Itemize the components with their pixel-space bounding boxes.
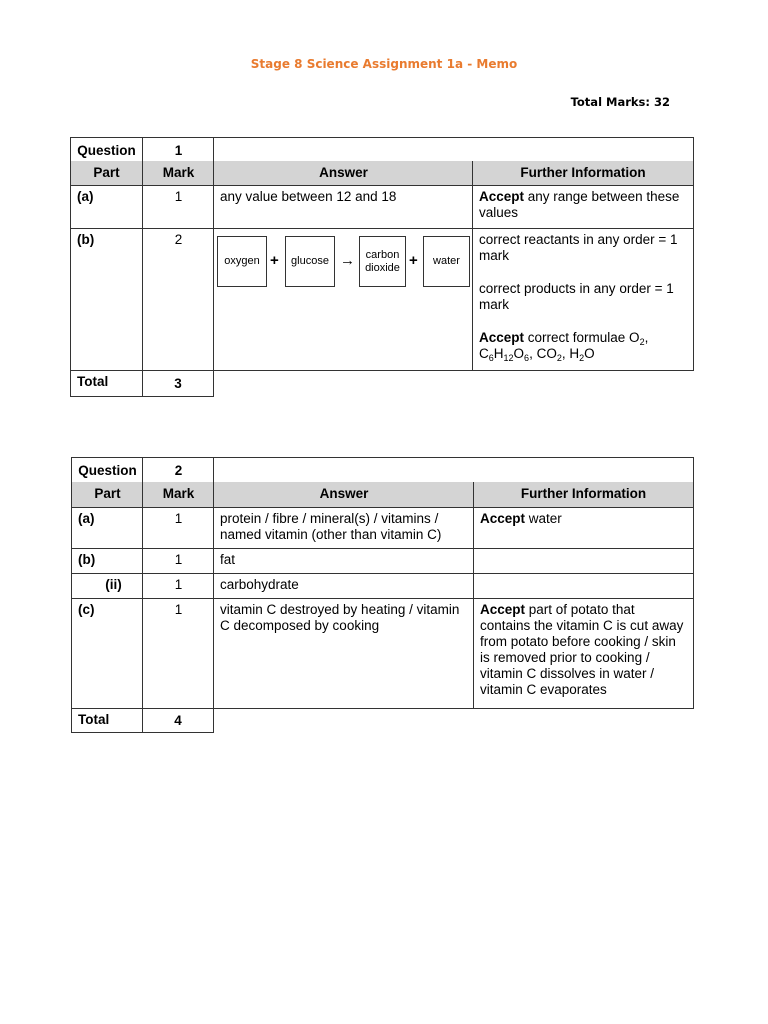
question-number: 1 (142, 137, 214, 162)
question-label: Question (70, 137, 142, 162)
mark-header: Mark (142, 482, 214, 508)
part-a-further-text: water (525, 511, 562, 526)
reactant-oxygen-box (217, 236, 267, 287)
part-a-further-text: any range between these values (479, 189, 680, 220)
answer-header: Answer (213, 482, 474, 508)
accept-label: Accept (479, 330, 525, 345)
mark-header: Mark (142, 161, 214, 186)
plus-sign: + (409, 252, 418, 269)
formula-subscript: 2 (579, 353, 585, 363)
part-c-label: (c) (71, 598, 143, 709)
part-c-further-text: part of potato that contains the vitamin C is cut away from potato before cooking / skin is removed prior to cooking / vitamin C dissolves in water / vitamin C evaporates (480, 602, 684, 697)
product-water: water (433, 255, 460, 267)
word-equation (213, 228, 473, 371)
formula-subscript: 6 (524, 353, 530, 363)
formula-subscript: 2 (556, 353, 562, 363)
part-c-further-info (473, 598, 694, 709)
reactant-oxygen: oxygen (224, 255, 260, 267)
part-a-further-info (472, 185, 694, 229)
total-label: Total (70, 370, 142, 397)
formula-text: O (584, 346, 595, 361)
part-b-further-info (473, 548, 694, 574)
part-a-further-info (473, 507, 694, 549)
part-b-ii-label: (ii) (71, 573, 143, 599)
product-carbon-dioxide-box (359, 236, 406, 287)
formula-subscript: 6 (488, 353, 494, 363)
question-number: 2 (142, 457, 214, 483)
further-info-header: Further Information (473, 482, 694, 508)
part-c-answer: vitamin C destroyed by heating / vitamin C decomposed by cooking (213, 598, 474, 709)
question-label: Question (71, 457, 143, 483)
plus-sign: + (270, 252, 279, 269)
answer-header: Answer (213, 161, 473, 186)
reactants-mark-note: correct reactants in any order = 1 mark (479, 232, 678, 263)
accept-label: Accept (479, 189, 525, 204)
accept-label: Accept (480, 602, 526, 617)
formula-text: H (493, 346, 504, 361)
part-b-further-info (472, 228, 694, 371)
part-a-label: (a) (71, 507, 143, 549)
part-b-label: (b) (70, 228, 142, 371)
part-header: Part (71, 482, 143, 508)
formulae-note (479, 330, 687, 362)
accept-label: Accept (480, 511, 526, 526)
reactant-glucose: glucose (291, 255, 329, 267)
part-c-mark: 1 (142, 598, 214, 709)
document-title: Stage 8 Science Assignment 1a - Memo (250, 57, 518, 71)
product-dioxide-line: dioxide (365, 261, 400, 274)
products-mark-note: correct products in any order = 1 mark (479, 281, 674, 312)
reaction-arrow: → (340, 252, 355, 269)
part-b-answer: fat (213, 548, 474, 574)
part-b-mark: 2 (142, 228, 214, 371)
question-blank-cell (213, 137, 694, 162)
part-b-ii-further-info (473, 573, 694, 599)
total-value: 3 (142, 370, 214, 397)
formula-subscript: 12 (503, 353, 514, 363)
part-a-label: (a) (70, 185, 142, 229)
total-value: 4 (142, 708, 214, 733)
part-b-mark: 1 (142, 548, 214, 574)
formula-text: O (513, 346, 525, 361)
part-b-ii-mark: 1 (142, 573, 214, 599)
part-a-mark: 1 (142, 507, 214, 549)
part-b-label: (b) (71, 548, 143, 574)
further-info-header: Further Information (472, 161, 694, 186)
part-a-answer: protein / fibre / mineral(s) / vitamins / named vitamin (other than vitamin C) (213, 507, 474, 549)
part-header: Part (70, 161, 142, 186)
question-blank-cell (213, 457, 694, 483)
total-label: Total (71, 708, 143, 733)
part-a-mark: 1 (142, 185, 214, 229)
formula-text: , H (561, 346, 580, 361)
formula-subscript: 2 (639, 337, 645, 347)
part-a-answer: any value between 12 and 18 (213, 185, 473, 229)
product-water-box (423, 236, 470, 287)
formula-text: , C (479, 330, 649, 361)
formula-text: correct formulae O (524, 330, 640, 345)
total-marks: Total Marks: 32 (570, 95, 670, 109)
reactant-glucose-box (285, 236, 335, 287)
product-carbon-line: carbon (365, 248, 400, 261)
formula-text: , CO (529, 346, 557, 361)
part-b-ii-answer: carbohydrate (213, 573, 474, 599)
